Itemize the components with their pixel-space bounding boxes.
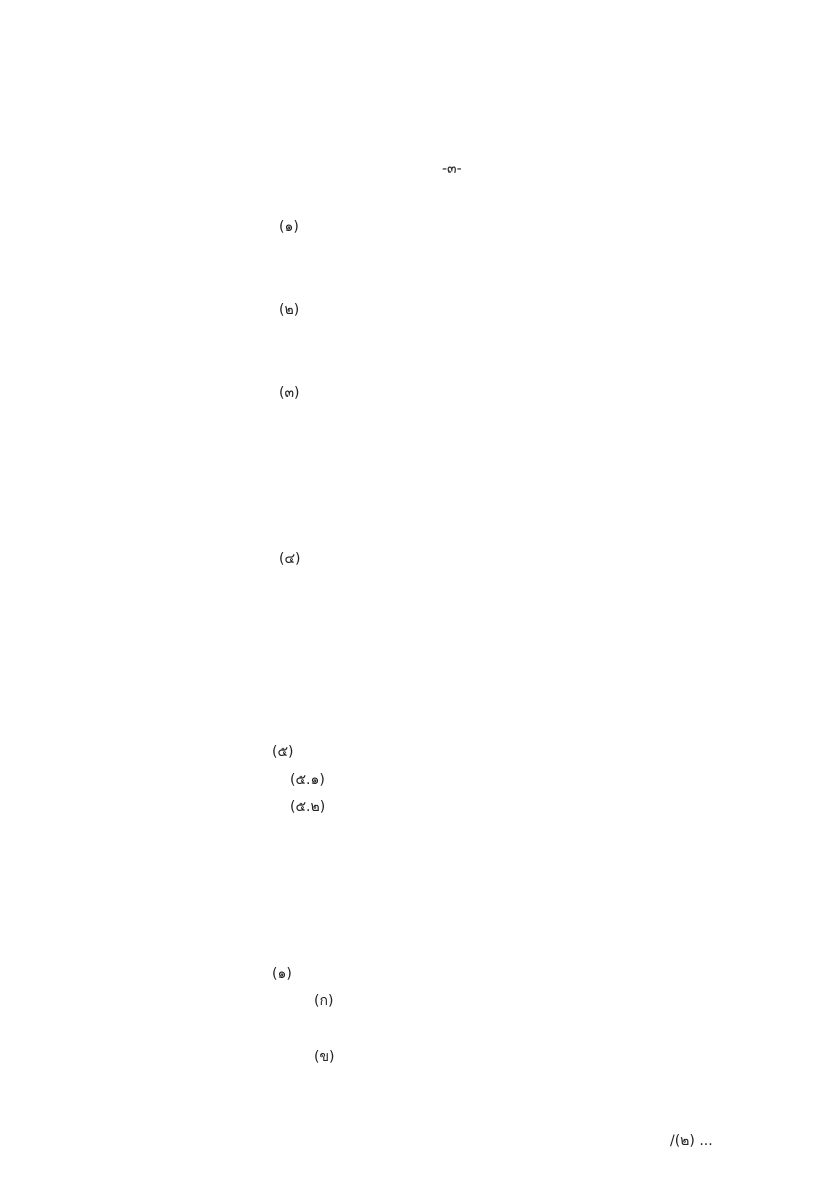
text-line [117, 357, 620, 373]
text-line [225, 938, 521, 954]
text-line [117, 330, 754, 346]
text-line [117, 910, 413, 926]
text-line [117, 579, 754, 595]
text-line [343, 1049, 754, 1065]
text-line [117, 496, 754, 512]
text-line [117, 523, 501, 539]
text-line [117, 1021, 706, 1037]
text-line [230, 883, 754, 899]
text-line [117, 413, 754, 429]
text-line [343, 772, 507, 788]
text-line [117, 634, 754, 650]
text-line [343, 993, 754, 1009]
text-line [308, 966, 466, 982]
text-line [117, 689, 754, 705]
text-line [117, 827, 444, 843]
list-marker: (๔) [279, 551, 301, 567]
list-marker: (ข) [314, 1049, 335, 1065]
text-line [343, 799, 754, 815]
text-line [312, 385, 754, 401]
text-line [117, 247, 754, 263]
text-line [117, 1104, 318, 1120]
list-marker: (๕) [272, 744, 294, 760]
text-line [117, 606, 754, 622]
text-line [230, 190, 592, 206]
list-marker: (๑) [272, 966, 292, 982]
text-line [117, 440, 754, 456]
list-marker: (๑) [279, 219, 299, 235]
text-line [117, 274, 703, 290]
page-number: -๓- [442, 161, 462, 177]
list-marker: (ก) [314, 993, 334, 1009]
text-line [312, 551, 754, 567]
text-line [117, 468, 754, 484]
text-line [198, 855, 418, 871]
list-marker: (๒) [279, 302, 300, 318]
text-line [312, 302, 754, 318]
text-line [117, 662, 754, 678]
text-line [305, 744, 568, 760]
list-marker: (๕.๒) [290, 799, 326, 815]
list-marker: (๕.๑) [290, 772, 325, 788]
text-line [312, 219, 754, 235]
text-line [117, 717, 677, 733]
footer-continuation: /(๒) ... [670, 1133, 713, 1149]
text-line [117, 1076, 754, 1092]
list-marker: (๓) [279, 385, 300, 401]
